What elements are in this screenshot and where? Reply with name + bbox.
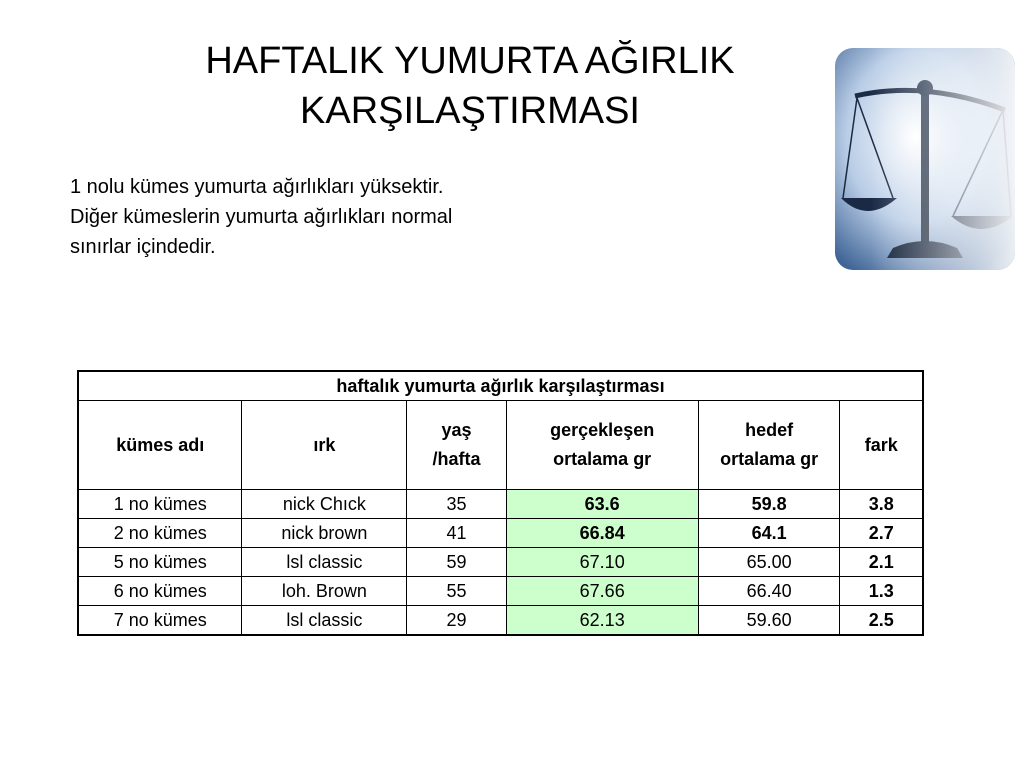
- header-fark: fark: [840, 401, 923, 490]
- table-row: [78, 577, 923, 606]
- slide-description: [70, 172, 590, 262]
- cell-hedef: 59.8: [698, 490, 840, 519]
- table-caption-row: [78, 371, 923, 401]
- cell-kumes: 1 no kümes: [78, 490, 242, 519]
- cell-yas: 59: [407, 548, 506, 577]
- egg-weight-comparison-table: [77, 370, 924, 636]
- header-kumes-adi: kümes adı: [78, 401, 242, 490]
- header-gerceklesen-line-1: gerçekleşen: [550, 420, 655, 440]
- cell-gerceklesen: 67.10: [506, 548, 698, 577]
- slide-title-line-1: HAFTALIK YUMURTA AĞIRLIK: [205, 40, 735, 82]
- cell-fark: 2.1: [840, 548, 923, 577]
- cell-irk: nick brown: [242, 519, 407, 548]
- description-line-3: sınırlar içindedir.: [70, 236, 216, 258]
- header-gerceklesen: [506, 401, 698, 490]
- cell-yas: 55: [407, 577, 506, 606]
- cell-fark: 3.8: [840, 490, 923, 519]
- description-line-2: Diğer kümeslerin yumurta ağırlıkları normal: [70, 206, 453, 228]
- header-gerceklesen-line-2: ortalama gr: [553, 449, 652, 469]
- cell-fark: 1.3: [840, 577, 923, 606]
- cell-fark: 2.7: [840, 519, 923, 548]
- header-yas: [407, 401, 506, 490]
- cell-irk: nick Chıck: [242, 490, 407, 519]
- header-hedef-line-1: hedef: [745, 420, 794, 440]
- cell-kumes: 7 no kümes: [78, 606, 242, 636]
- cell-hedef: 64.1: [698, 519, 840, 548]
- cell-kumes: 6 no kümes: [78, 577, 242, 606]
- cell-irk: loh. Brown: [242, 577, 407, 606]
- cell-hedef: 59.60: [698, 606, 840, 636]
- table-row: [78, 490, 923, 519]
- cell-gerceklesen: 66.84: [506, 519, 698, 548]
- cell-gerceklesen: 63.6: [506, 490, 698, 519]
- header-hedef-line-2: ortalama gr: [720, 449, 819, 469]
- header-yas-line-1: yaş: [441, 420, 472, 440]
- table-caption: haftalık yumurta ağırlık karşılaştırması: [78, 371, 923, 401]
- cell-yas: 35: [407, 490, 506, 519]
- header-hedef: [698, 401, 840, 490]
- cell-hedef: 66.40: [698, 577, 840, 606]
- description-line-1: 1 nolu kümes yumurta ağırlıkları yüksektir.: [70, 176, 444, 198]
- cell-gerceklesen: 67.66: [506, 577, 698, 606]
- cell-yas: 41: [407, 519, 506, 548]
- table-row: [78, 606, 923, 636]
- slide-title-line-2: KARŞILAŞTIRMASI: [300, 90, 640, 132]
- cell-irk: lsl classic: [242, 548, 407, 577]
- table-row: [78, 519, 923, 548]
- table-header-row: [78, 401, 923, 490]
- table-row: [78, 548, 923, 577]
- cell-kumes: 5 no kümes: [78, 548, 242, 577]
- header-irk: ırk: [242, 401, 407, 490]
- cell-hedef: 65.00: [698, 548, 840, 577]
- cell-fark: 2.5: [840, 606, 923, 636]
- cell-kumes: 2 no kümes: [78, 519, 242, 548]
- slide-title: [140, 36, 800, 136]
- cell-irk: lsl classic: [242, 606, 407, 636]
- cell-gerceklesen: 62.13: [506, 606, 698, 636]
- header-yas-line-2: /hafta: [432, 449, 481, 469]
- balance-scale-icon: [835, 48, 1015, 270]
- cell-yas: 29: [407, 606, 506, 636]
